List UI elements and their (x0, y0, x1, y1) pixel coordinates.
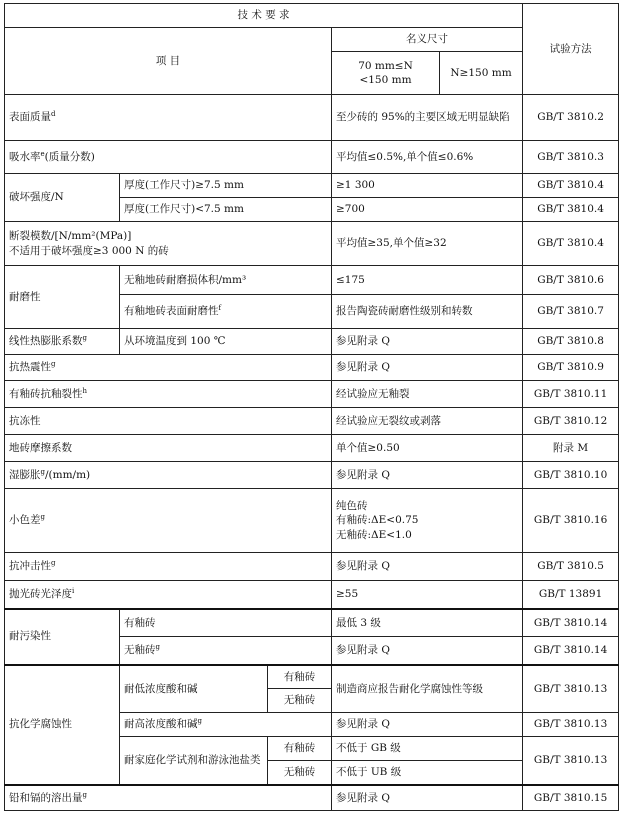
row-method: GB/T 3810.5 (523, 553, 619, 581)
row-sublabel: 厚度(工作尺寸)≥7.5 mm (120, 174, 332, 198)
row-label: 表面质量$^d$ (5, 95, 332, 141)
row-requirement: 纯色砖 有釉砖:ΔE<0.75 无釉砖:ΔE<1.0 (332, 489, 523, 553)
row-label: 破坏强度/N (5, 174, 120, 222)
row-requirement: ≤175 (332, 266, 523, 295)
row-method: GB/T 3810.12 (523, 408, 619, 435)
row-requirement: ≥700 (332, 198, 523, 222)
row-sublabel: 无釉地砖耐磨损体积/mm³ (120, 266, 332, 295)
row-glaze-type: 有釉砖 (268, 665, 332, 689)
tech-requirements-table (4, 3, 619, 811)
row-sublabel: 有釉地砖表面耐磨性$^f$ (120, 295, 332, 329)
row-method: GB/T 3810.11 (523, 381, 619, 408)
row-method: GB/T 3810.14 (523, 637, 619, 665)
row-sublabel: 耐家庭化学试剂和游泳池盐类 (120, 737, 268, 785)
row-method: GB/T 3810.2 (523, 95, 619, 141)
row-glaze-type: 无釉砖 (268, 689, 332, 713)
row-label: 铅和镉的溶出量$^g$ (5, 785, 332, 811)
row-requirement: 至少砖的 95%的主要区域无明显缺陷 (332, 95, 523, 141)
row-requirement: 参见附录 Q (332, 355, 523, 381)
row-requirement: 经试验应无釉裂 (332, 381, 523, 408)
row-label: 耐污染性 (5, 609, 120, 665)
row-label: 抗冻性 (5, 408, 332, 435)
row-method: GB/T 3810.10 (523, 462, 619, 489)
row-requirement: 制造商应报告耐化学腐蚀性等级 (332, 665, 523, 713)
row-requirement: ≥55 (332, 581, 523, 609)
row-requirement: 参见附录 Q (332, 785, 523, 811)
row-requirement: 参见附录 Q (332, 713, 523, 737)
row-label: 断裂模数/[N/mm²(MPa)] 不适用于破坏强度≥3 000 N 的砖 (5, 222, 332, 266)
row-requirement: 参见附录 Q (332, 637, 523, 665)
row-label: 线性热膨胀系数$^g$ (5, 329, 120, 355)
row-requirement: ≥1 300 (332, 174, 523, 198)
row-method: GB/T 3810.3 (523, 141, 619, 174)
row-sublabel: 无釉砖$^g$ (120, 637, 332, 665)
row-requirement: 不低于 UB 级 (332, 761, 523, 785)
row-label: 抗热震性$^g$ (5, 355, 332, 381)
row-glaze-type: 无釉砖 (268, 761, 332, 785)
row-method: GB/T 3810.13 (523, 737, 619, 785)
row-sublabel: 从环境温度到 100 ℃ (120, 329, 332, 355)
row-label: 湿膨胀$^g$/(mm/m) (5, 462, 332, 489)
row-method: GB/T 3810.13 (523, 665, 619, 713)
row-method: GB/T 3810.6 (523, 266, 619, 295)
row-method: GB/T 3810.4 (523, 174, 619, 198)
row-requirement: 参见附录 Q (332, 329, 523, 355)
row-label: 地砖摩擦系数 (5, 435, 332, 462)
row-label: 吸水率$^e$(质量分数) (5, 141, 332, 174)
row-label: 抗冲击性$^g$ (5, 553, 332, 581)
row-method: GB/T 13891 (523, 581, 619, 609)
row-label: 抗化学腐蚀性 (5, 665, 120, 785)
row-method: GB/T 3810.4 (523, 198, 619, 222)
row-requirement: 平均值≥35,单个值≥32 (332, 222, 523, 266)
row-label: 抛光砖光泽度$^i$ (5, 581, 332, 609)
item-header: 项 目 (5, 28, 332, 95)
row-method: GB/T 3810.7 (523, 295, 619, 329)
size-range-a: 70 mm≤N <150 mm (332, 52, 440, 95)
row-method: GB/T 3810.9 (523, 355, 619, 381)
row-glaze-type: 有釉砖 (268, 737, 332, 761)
row-method: GB/T 3810.4 (523, 222, 619, 266)
row-requirement: 参见附录 Q (332, 462, 523, 489)
row-requirement: 不低于 GB 级 (332, 737, 523, 761)
row-sublabel: 耐低浓度酸和碱 (120, 665, 268, 713)
row-requirement: 经试验应无裂纹或剥落 (332, 408, 523, 435)
row-sublabel: 有釉砖 (120, 609, 332, 637)
row-requirement: 平均值≤0.5%,单个值≤0.6% (332, 141, 523, 174)
row-method: GB/T 3810.13 (523, 713, 619, 737)
row-requirement: 单个值≥0.50 (332, 435, 523, 462)
size-range-b: N≥150 mm (440, 52, 523, 95)
row-label: 有釉砖抗釉裂性$^h$ (5, 381, 332, 408)
row-method: GB/T 3810.14 (523, 609, 619, 637)
row-method: GB/T 3810.16 (523, 489, 619, 553)
row-label: 小色差$^g$ (5, 489, 332, 553)
row-method: GB/T 3810.15 (523, 785, 619, 811)
row-requirement: 报告陶瓷砖耐磨性级别和转数 (332, 295, 523, 329)
row-sublabel: 厚度(工作尺寸)<7.5 mm (120, 198, 332, 222)
row-sublabel: 耐高浓度酸和碱$^g$ (120, 713, 332, 737)
row-method: 附录 M (523, 435, 619, 462)
nominal-size-header: 名义尺寸 (332, 28, 523, 52)
test-method-header: 试验方法 (523, 4, 619, 95)
row-requirement: 参见附录 Q (332, 553, 523, 581)
row-requirement: 最低 3 级 (332, 609, 523, 637)
row-method: GB/T 3810.8 (523, 329, 619, 355)
tech-req-header: 技 术 要 求 (5, 4, 523, 28)
row-label: 耐磨性 (5, 266, 120, 329)
